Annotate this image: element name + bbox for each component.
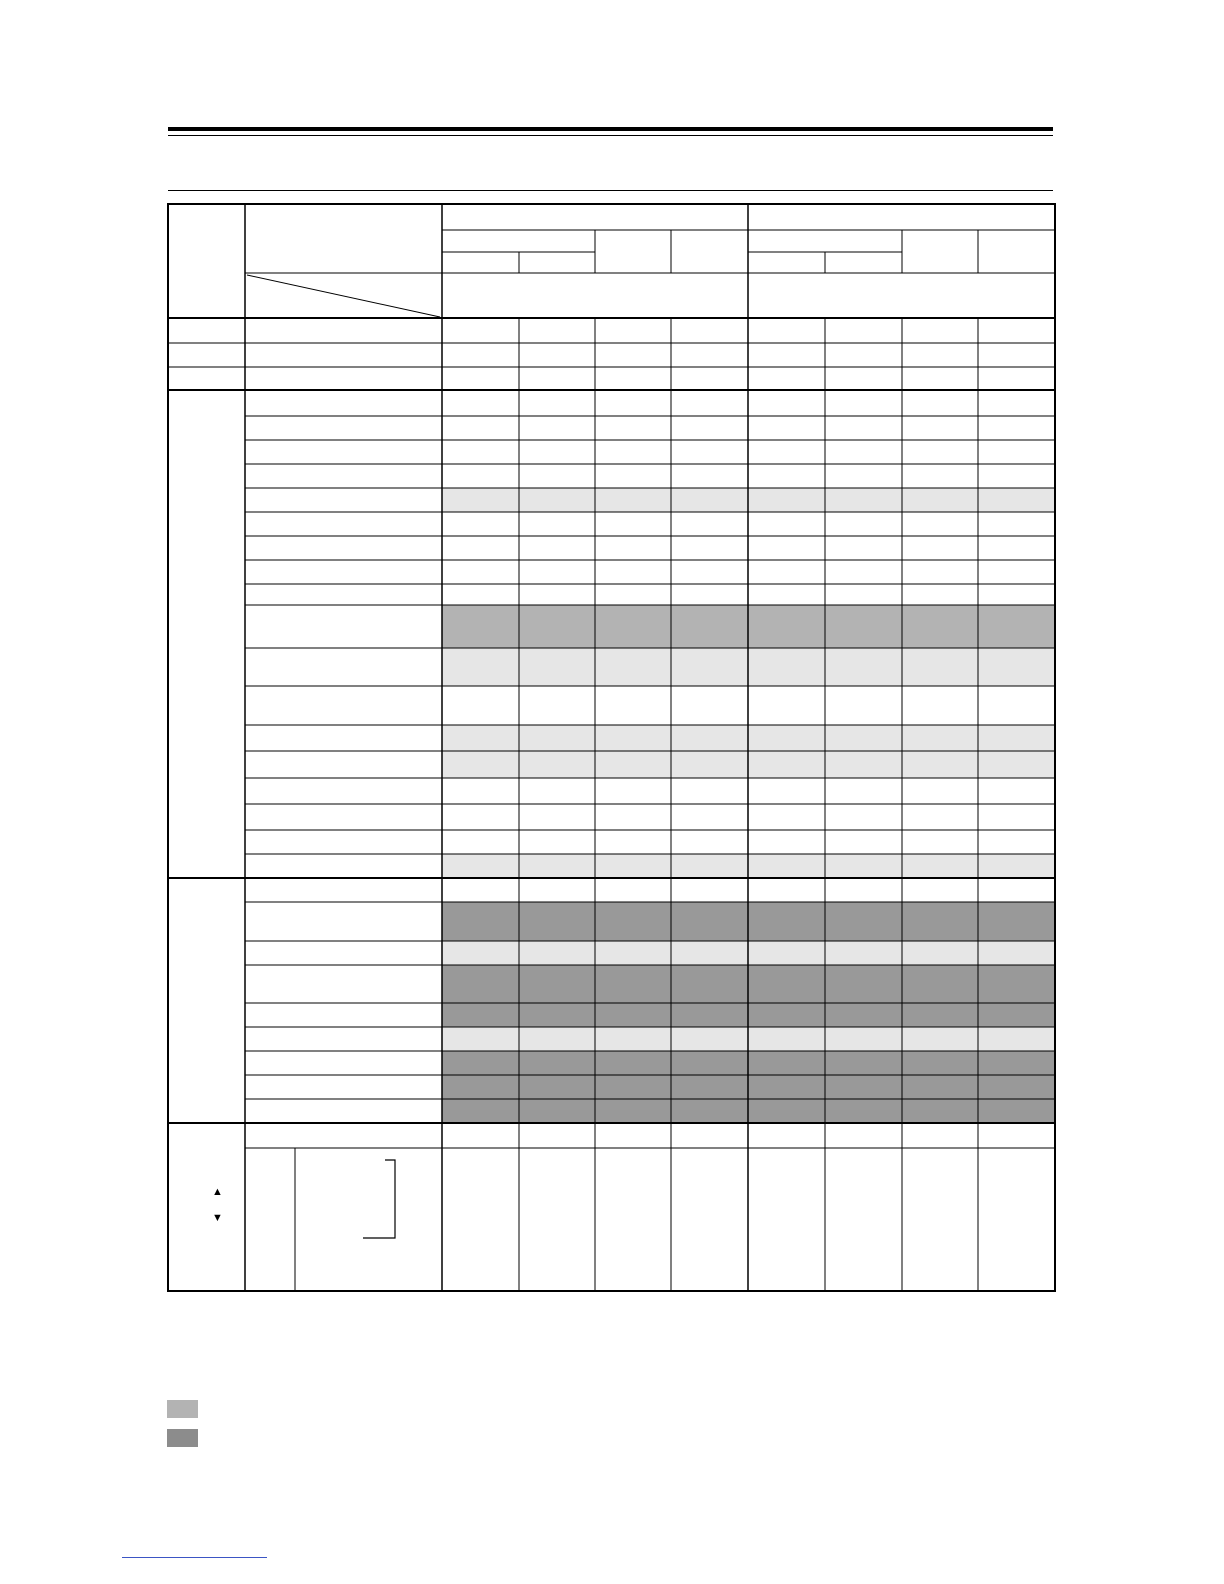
legend-swatch-medium xyxy=(167,1400,198,1418)
bracket-icon xyxy=(363,1160,395,1238)
footer-link-underline[interactable] xyxy=(122,1557,267,1558)
header-diagonal xyxy=(247,275,440,317)
top-rule-thick xyxy=(168,127,1053,131)
arrow-down-icon: ▼ xyxy=(212,1212,223,1224)
arrow-up-icon: ▲ xyxy=(212,1186,223,1198)
settings-table xyxy=(167,203,1056,1292)
top-rule-thin xyxy=(168,135,1053,136)
legend-swatch-dark xyxy=(167,1429,198,1447)
settings-table-grid xyxy=(167,203,1056,1292)
section-rule xyxy=(168,190,1053,191)
